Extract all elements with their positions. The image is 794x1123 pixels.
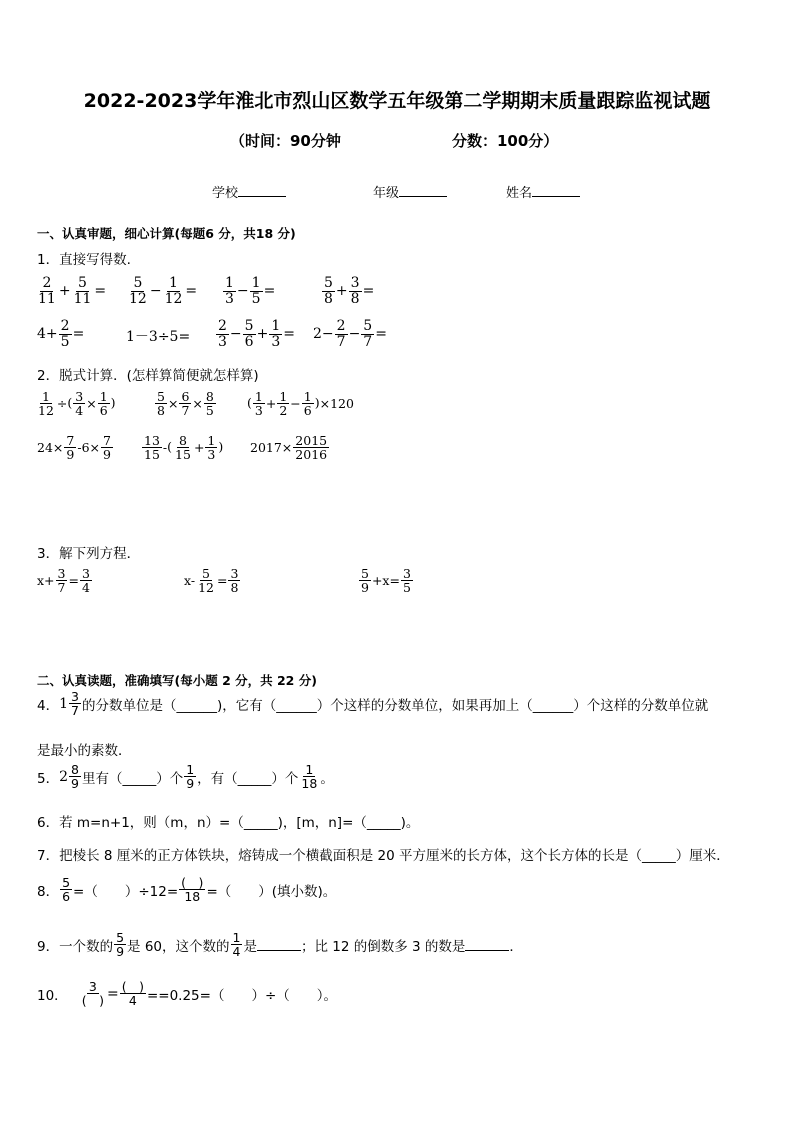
q3-eq-2: x- $\frac{5}{12}$ = $\frac{3}{8}$ [184, 566, 239, 596]
question-4: 4． 1 3 7 的分数单位是（______)，它有（______）个这样的分数单位，如果再加上（______）个这样的分数单位就 [37, 689, 709, 719]
question-1: 1．直接写得数. [37, 252, 131, 268]
q9-blank-2[interactable] [465, 938, 509, 951]
grade-label: 年级 [373, 186, 400, 201]
question-2: 2．脱式计算．(怎样算简便就怎样算) [37, 368, 259, 384]
question-8: 8． $\frac{5}{6}$ =（ ）÷12= ( ) 18 =（ ）(填小数)。 [37, 875, 337, 905]
q2-expr-5: 13 15 - ( 8 15 + $\frac{1}{3}$ ) [144, 433, 224, 463]
q1-expr-6: 1－3÷5= [126, 329, 191, 345]
school-label: 学校 [212, 186, 239, 201]
question-5: 5． 2 8 9 里有（_____）个 1 9 ，有（_____）个 1 18 。 [37, 762, 334, 792]
q2-expr-4: 24× $\frac{7}{9}$ -6× $\frac{7}{9}$ [37, 433, 111, 463]
name-blank[interactable] [532, 184, 580, 197]
q1-expr-4: 5 8 + $\frac{3}{8}$ = [324, 275, 375, 307]
school-field[interactable] [212, 182, 286, 201]
grade-field[interactable] [373, 182, 447, 201]
q1-expr-1: 2 11 + $\frac{5}{11}$ = [38, 275, 107, 307]
page-title: 2022-2023学年淮北市烈山区数学五年级第二学期期末质量跟踪监视试题 [83, 90, 711, 112]
question-6: 6．若 m=n+1，则（m，n）=（_____)，[m，n]=（_____)。 [37, 815, 420, 831]
section2-heading: 二、认真读题，准确填写(每小题 2 分，共 22 分) [37, 673, 317, 688]
section1-heading: 一、认真审题，细心计算(每题6 分，共18 分) [37, 226, 296, 241]
q1-expr-3: 1 3 − $\frac{1}{5}$ = [225, 275, 276, 307]
question-7: 7．把棱长 8 厘米的正方体铁块，熔铸成一个横截面积是 20 平方厘米的长方体，这个长方体的长是（_____）厘米． [37, 848, 730, 864]
q1-expr-5: 4+ $\frac{2}{5}$ = [37, 318, 85, 350]
q3-eq-3: 5 9 +x= $\frac{3}{5}$ [361, 566, 411, 596]
school-blank[interactable] [238, 184, 286, 197]
q2-expr-1: $\frac{1}{12}$ ÷ ( $\frac{3}{4}$ × $\frac{1}{6}$ ) [38, 389, 116, 419]
question-10: 10． 3 ( ) = ( ) 4 ==0.25=（ ）÷（ ）。 [37, 979, 338, 1009]
grade-blank[interactable] [399, 184, 447, 197]
q1-expr-7: 2 3 − $\frac{5}{6}$ + $\frac{1}{3}$ = [218, 318, 295, 350]
name-field[interactable] [506, 182, 580, 201]
exam-score: 分数：100分） [452, 132, 559, 150]
q3-eq-1: x+ $\frac{3}{7}$ = $\frac{3}{4}$ [37, 566, 90, 596]
exam-time: （时间：90分钟 [230, 132, 341, 150]
question-4-cont: 是最小的素数． [37, 743, 132, 759]
question-9: 9． 一个数的 5 9 是 60，这个数的 1 4 是 ；比 12 的倒数多 3 的数是 ． [37, 930, 523, 960]
q1-expr-8: 2− $\frac{2}{7}$ − $\frac{5}{7}$ = [313, 318, 387, 350]
q9-blank-1[interactable] [257, 938, 301, 951]
name-label: 姓名 [506, 186, 533, 201]
q2-expr-2: $\frac{5}{8}$ × $\frac{6}{7}$ × $\frac{8}{5}$ [157, 389, 214, 419]
q2-expr-3: ( 1 3 + $\frac{1}{2}$ − $\frac{1}{6}$ ) ×120 [247, 389, 354, 419]
question-3: 3．解下列方程． [37, 546, 141, 562]
q2-expr-6: 2017× $\frac{2015}{2016}$ [250, 433, 328, 463]
q1-expr-2: 5 12 − $\frac{1}{12}$ = [129, 275, 198, 307]
